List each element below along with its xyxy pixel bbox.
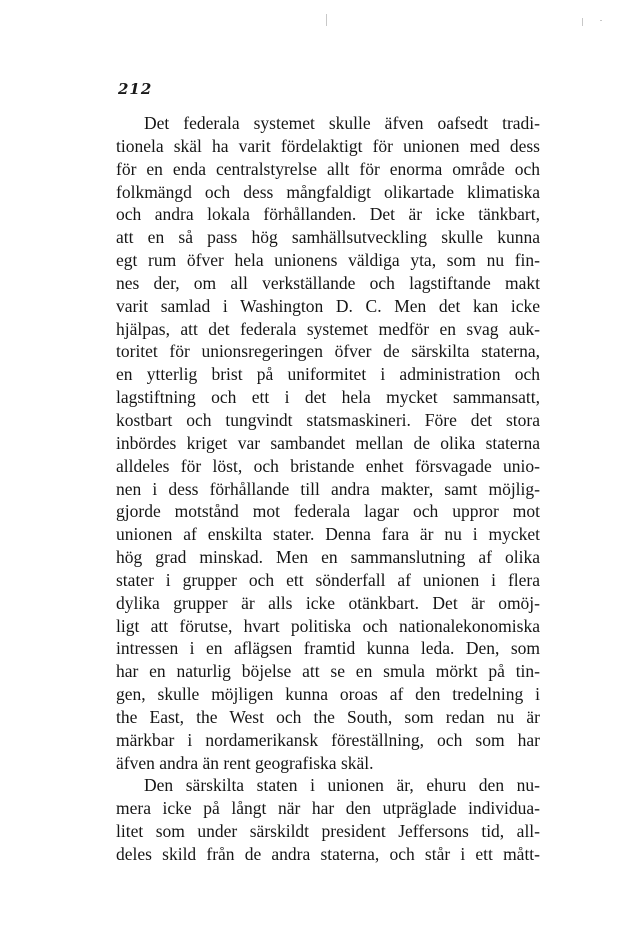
scan-mark-top-right — [582, 18, 583, 26]
text-line: hjälpas, att det federala systemet medför en svag auk- — [116, 318, 540, 339]
text-line: har en naturlig böjelse att se en smula mörkt på tin- — [116, 661, 540, 682]
text-line: toritet för unionsregeringen öfver de särskilta staterna, — [116, 341, 540, 362]
text-line: gjorde motstånd mot federala lagar och uppror mot — [116, 501, 540, 522]
text-line: intressen i en aflägsen framtid kunna leda. Den, som — [116, 638, 540, 659]
page-number: 212 — [118, 80, 153, 98]
text-line: litet som under särskildt president Jeffersons tid, all- — [116, 821, 540, 842]
body-text — [116, 112, 540, 866]
text-line: varit samlad i Washington D. C. Men det kan icke — [116, 295, 540, 316]
text-line: Det federala systemet skulle äfven oafsedt tradi- — [144, 113, 540, 133]
text-line: nes der, om all verkställande och lagstiftande makt — [116, 272, 540, 293]
text-line: unionen af enskilta stater. Denna fara är nu i mycket — [116, 524, 540, 545]
text-line: kostbart och tungvindt statsmaskineri. Före det stora — [116, 409, 540, 430]
scan-mark-top-right-2 — [600, 20, 602, 21]
text-line: ligt att förutse, hvart politiska och nationalekonomiska — [116, 615, 540, 636]
text-line: deles skild från de andra staterna, och står i ett mått- — [116, 844, 540, 864]
text-line: äfven andra än rent geografiska skäl. — [116, 752, 374, 773]
text-line: stater i grupper och ett sönderfall af unionen i flera — [116, 569, 540, 590]
scan-mark-top-center — [326, 14, 327, 26]
text-line: hög grad minskad. Men en sammanslutning af olika — [116, 547, 540, 568]
text-line: mera icke på långt när har den utpräglade individua- — [116, 798, 540, 819]
text-line: egt rum öfver hela unionens väldiga yta, som nu fin- — [116, 250, 540, 271]
text-line: för en enda centralstyrelse allt för enorma område och — [116, 158, 540, 179]
text-line: the East, the West och the South, som redan nu är — [116, 706, 540, 727]
text-line: en ytterlig brist på uniformitet i administration och — [116, 364, 540, 385]
text-line: dylika grupper är alls icke otänkbart. Det är omöj- — [116, 592, 540, 613]
text-line: folkmängd och dess mångfaldigt olikartade klimatiska — [116, 181, 540, 202]
text-line: att en så pass hög samhällsutveckling skulle kunna — [116, 227, 540, 248]
text-line: inbördes kriget var sambandet mellan de olika staterna — [116, 432, 540, 453]
text-line: tionela skäl ha varit fördelaktigt för unionen med dess — [116, 135, 540, 156]
paragraph-2 — [116, 774, 540, 865]
paragraph-1 — [116, 112, 540, 774]
text-line: gen, skulle möjligen kunna oroas af den tredelning i — [116, 684, 540, 705]
text-line: alldeles för löst, och bristande enhet försvagade unio- — [116, 455, 540, 476]
text-line: och andra lokala förhållanden. Det är icke tänkbart, — [116, 204, 540, 225]
text-line: nen i dess förhållande till andra makter, samt möjlig- — [116, 478, 540, 499]
text-line: Den särskilta staten i unionen är, ehuru den nu- — [144, 775, 540, 796]
text-line: märkbar i nordamerikansk föreställning, och som har — [116, 729, 540, 750]
text-line: lagstiftning och ett i det hela mycket sammansatt, — [116, 387, 540, 408]
